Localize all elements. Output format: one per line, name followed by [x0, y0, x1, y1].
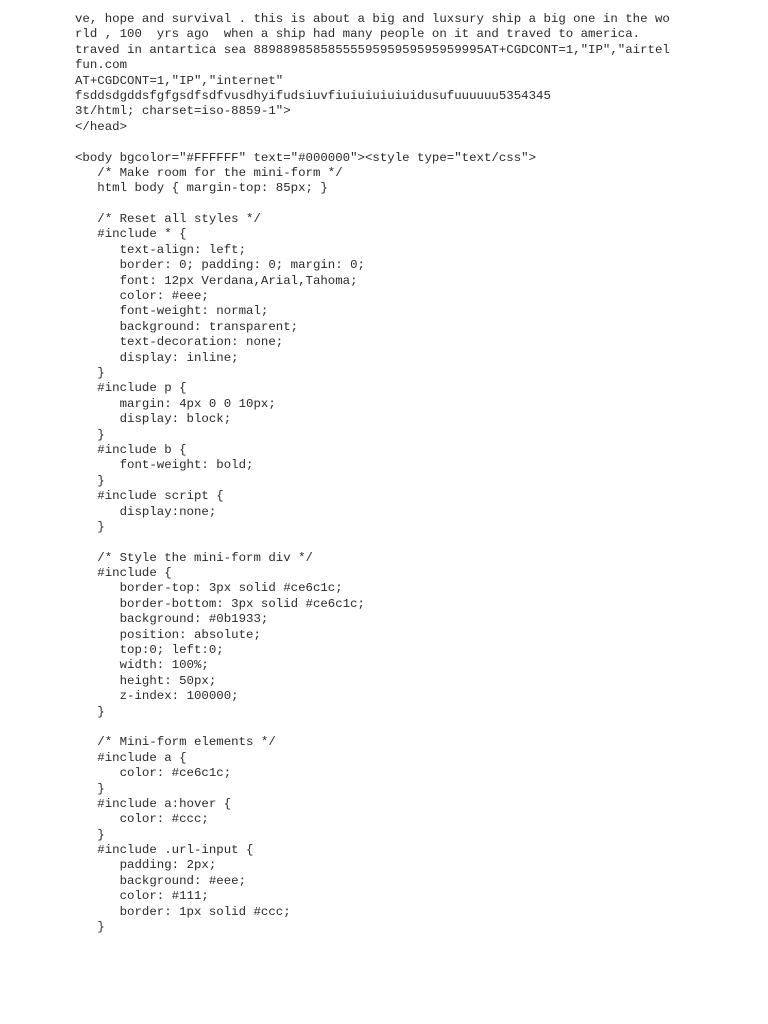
- code-line: #include b {: [75, 442, 187, 457]
- code-line: AT+CGDCONT=1,"IP","internet": [75, 73, 284, 88]
- code-line: }: [75, 827, 105, 842]
- code-line: [75, 197, 755, 212]
- code-line: color: #ccc;: [75, 812, 209, 827]
- code-line: rld , 100 yrs ago when a ship had many people on it and traved to america.: [75, 27, 641, 42]
- code-line: width: 100%;: [75, 658, 209, 673]
- code-line: border: 1px solid #ccc;: [75, 904, 291, 919]
- code-line: #include {: [75, 566, 172, 581]
- code-line: z-index: 100000;: [75, 689, 239, 704]
- code-line: font-weight: bold;: [75, 458, 254, 473]
- code-line: <body bgcolor="#FFFFFF" text="#000000"><style type="text/css">: [75, 150, 537, 165]
- code-line: background: transparent;: [75, 319, 299, 334]
- code-line: }: [75, 473, 105, 488]
- code-line: [75, 535, 755, 550]
- code-line: display:none;: [75, 504, 217, 519]
- code-line: ve, hope and survival . this is about a big and luxsury ship a big one in the wo: [75, 12, 670, 26]
- code-line: color: #111;: [75, 889, 209, 904]
- code-line: fsddsdgddsfgfgsdfsdfvusdhyifudsiuvfiuiuiuiuiuidusufuuuuuu5354345: [75, 88, 551, 103]
- code-line: /* Mini-form elements */: [75, 735, 276, 750]
- code-line: height: 50px;: [75, 673, 217, 688]
- code-line: font: 12px Verdana,Arial,Tahoma;: [75, 273, 358, 288]
- code-line: position: absolute;: [75, 627, 261, 642]
- code-line: margin: 4px 0 0 10px;: [75, 396, 276, 411]
- code-line: background: #0b1933;: [75, 612, 269, 627]
- code-line: #include script {: [75, 489, 224, 504]
- code-line: border: 0; padding: 0; margin: 0;: [75, 258, 365, 273]
- code-line: display: block;: [75, 412, 232, 427]
- code-line: }: [75, 704, 105, 719]
- code-text-block: [75, 12, 755, 935]
- code-line: [75, 720, 755, 735]
- code-line: }: [75, 365, 105, 380]
- code-line: top:0; left:0;: [75, 643, 224, 658]
- code-line: /* Reset all styles */: [75, 212, 261, 227]
- code-line: 3t/html; charset=iso-8859-1">: [75, 104, 291, 119]
- code-line: #include a:hover {: [75, 796, 232, 811]
- code-line: }: [75, 920, 105, 935]
- code-line: border-bottom: 3px solid #ce6c1c;: [75, 596, 365, 611]
- code-line: fun.com: [75, 58, 128, 73]
- code-line: #include .url-input {: [75, 843, 254, 858]
- code-line: #include p {: [75, 381, 187, 396]
- code-line: /* Style the mini-form div */: [75, 550, 313, 565]
- code-line: color: #eee;: [75, 289, 209, 304]
- code-line: background: #eee;: [75, 873, 247, 888]
- code-line: text-align: left;: [75, 242, 247, 257]
- code-line: traved in antartica sea 8898898585855559595959595959995AT+CGDCONT=1,"IP","airtel: [75, 42, 670, 57]
- code-line: color: #ce6c1c;: [75, 766, 232, 781]
- code-line: }: [75, 781, 105, 796]
- code-line: </head>: [75, 119, 128, 134]
- code-line: }: [75, 427, 105, 442]
- code-line: #include a {: [75, 750, 187, 765]
- code-line: /* Make room for the mini-form */: [75, 165, 343, 180]
- code-line: [75, 135, 755, 150]
- code-line: font-weight: normal;: [75, 304, 269, 319]
- code-line: padding: 2px;: [75, 858, 217, 873]
- code-line: text-decoration: none;: [75, 335, 284, 350]
- code-line: border-top: 3px solid #ce6c1c;: [75, 581, 343, 596]
- code-line: display: inline;: [75, 350, 239, 365]
- code-line: html body { margin-top: 85px; }: [75, 181, 328, 196]
- code-line: }: [75, 519, 105, 534]
- code-line: #include * {: [75, 227, 187, 242]
